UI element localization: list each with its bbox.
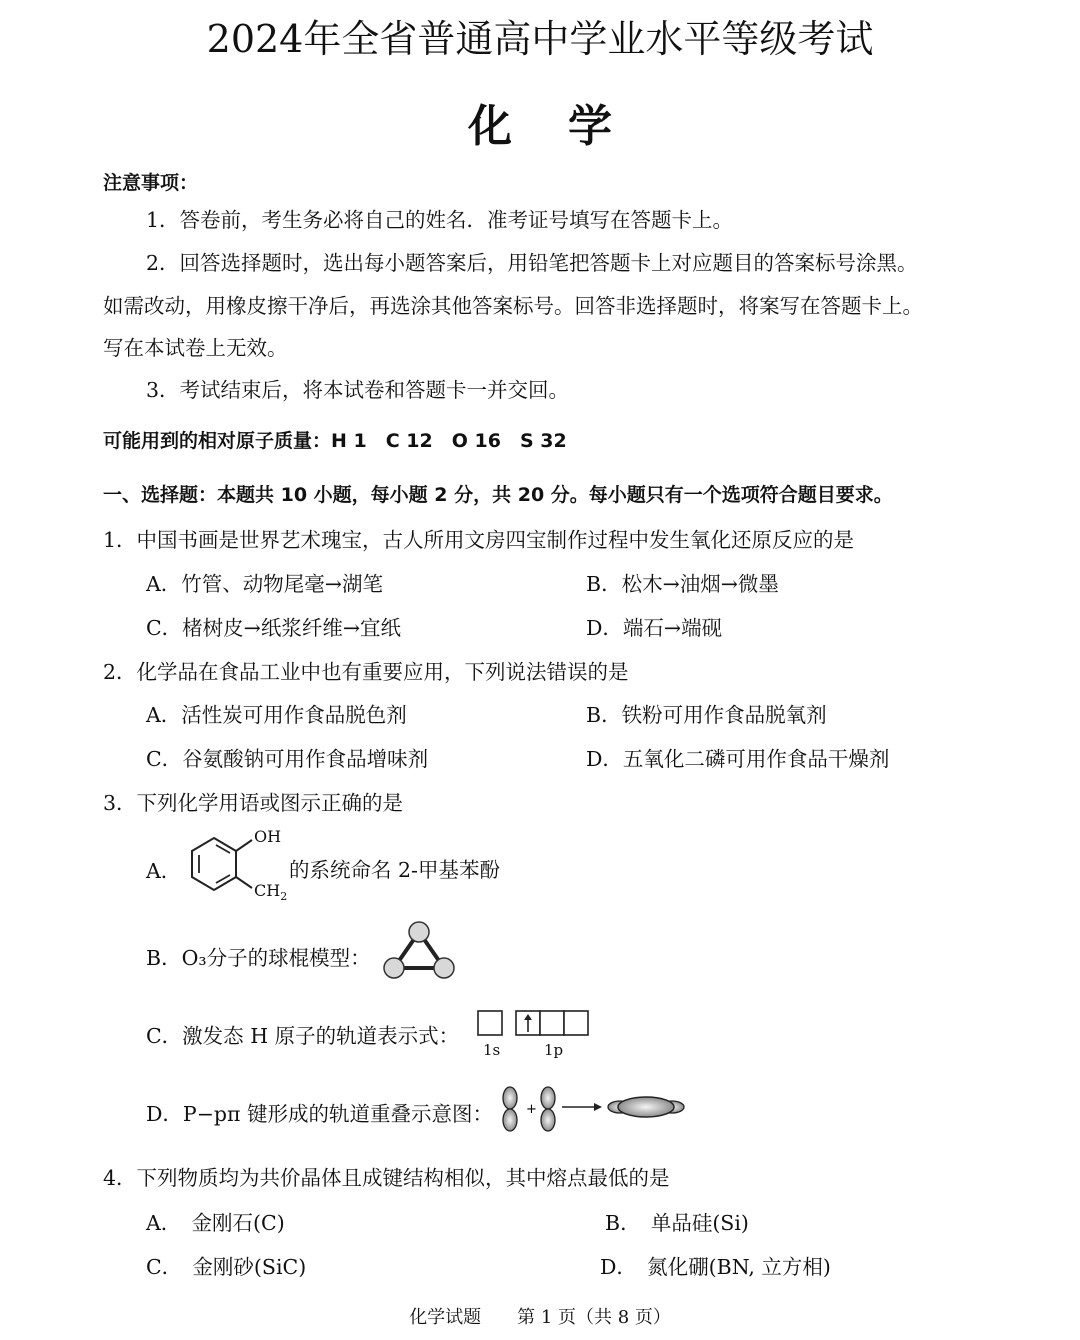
exam-title: 2024年全省普通高中学业水平等级考试 — [206, 17, 874, 61]
notice-item-1: 1．答卷前，考生务必将自己的姓名．准考证号填写在答题卡上。 — [146, 208, 734, 232]
notice-heading: 注意事项： — [103, 172, 199, 194]
q1-option-d: D．端石→端砚 — [586, 616, 723, 640]
q3-option-c-text: C．激发态 H 原子的轨道表示式： — [146, 1024, 460, 1048]
atomic-masses: 可能用到的相对原子质量：H 1 C 12 O 16 S 32 — [103, 430, 567, 452]
q2-option-c: C．谷氨酸钠可用作食品增味剂 — [146, 747, 429, 771]
phenol-oh-label: OH — [254, 827, 282, 846]
phenol-ch-subscript: 2 — [280, 890, 288, 904]
q1-option-a: A．竹管、动物尾毫→湖笔 — [146, 572, 383, 596]
q2-option-a: A．活性炭可用作食品脱色剂 — [146, 703, 407, 727]
q4-stem: 4．下列物质均为共价晶体且成键结构相似，其中熔点最低的是 — [103, 1166, 670, 1190]
q4-option-b: B． 单品硅(Si) — [605, 1211, 749, 1235]
q4-option-c: C． 金刚砂(SiC) — [146, 1255, 307, 1279]
phenol-structure-image — [186, 834, 256, 896]
q2-option-b: B．铁粉可用作食品脱氧剂 — [586, 703, 827, 727]
orbital-diagram-image — [476, 1008, 590, 1038]
notice-item-2-line-3: 写在本试卷上无效。 — [103, 336, 288, 360]
q3-option-d-text: D．P−pπ 键形成的轨道重叠示意图： — [146, 1102, 494, 1126]
subject-title: 化学 — [468, 101, 668, 152]
q3-stem: 3．下列化学用语或图示正确的是 — [103, 791, 404, 815]
ozone-ball-stick-model-image — [378, 918, 460, 984]
phenol-ch-label — [254, 881, 287, 903]
notice-item-2-line-2: 如需改动，用橡皮擦干净后，再选涂其他答案标号。回答非选择题时，将案写在答题卡上。 — [103, 294, 923, 318]
orbital-1s-label: 1s — [483, 1041, 501, 1059]
q1-option-b: B．松木→油烟→微墨 — [586, 572, 779, 596]
q4-option-d: D． 氮化硼(BN, 立方相) — [600, 1255, 831, 1279]
q3-option-a-text: 的系统命名 2-甲基苯酚 — [289, 858, 500, 882]
q4-option-a: A． 金刚石(C) — [146, 1211, 285, 1235]
orbital-1p-label: 1p — [544, 1041, 564, 1059]
p-orbital-overlap-image — [496, 1086, 691, 1132]
q3-option-a-label: A． — [146, 859, 182, 883]
q1-stem: 1．中国书画是世界艺术瑰宝，古人所用文房四宝制作过程中发生氧化还原反应的是 — [103, 528, 855, 552]
q3-option-b-text: B．O₃分子的球棍模型： — [146, 946, 371, 970]
q2-option-d: D．五氧化二磷可用作食品干燥剂 — [586, 747, 890, 771]
svg-text:+: + — [526, 1102, 537, 1117]
q2-stem: 2．化学品在食品工业中也有重要应用，下列说法错误的是 — [103, 660, 629, 684]
page-footer: 化学试题 第 1 页（共 8 页） — [409, 1307, 671, 1328]
notice-item-2-line-1: 2．回答选择题时，选出每小题答案后，用铅笔把答题卡上对应题目的答案标号涂黑。 — [146, 251, 918, 275]
section-1-heading: 一、选择题：本题共 10 小题，每小题 2 分，共 20 分。每小题只有一个选项符合题目要求。 — [103, 484, 893, 506]
phenol-ch-text: CH — [254, 881, 281, 900]
q1-option-c: C．楮树皮→纸浆纤维→宜纸 — [146, 616, 402, 640]
notice-item-3: 3．考试结束后，将本试卷和答题卡一并交回。 — [146, 378, 570, 402]
